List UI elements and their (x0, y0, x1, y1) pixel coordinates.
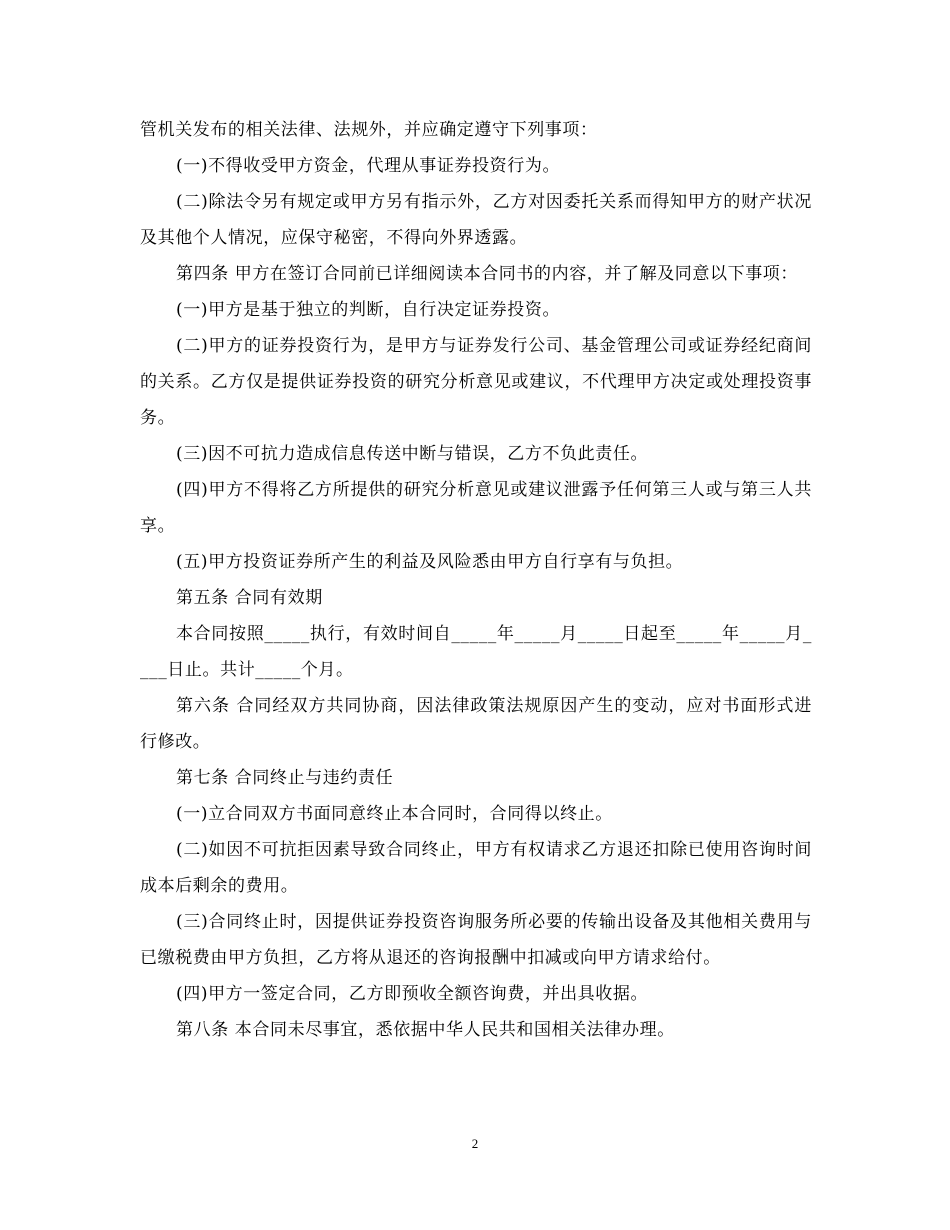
paragraph: (一)不得收受甲方资金，代理从事证券投资行为。 (176, 156, 561, 176)
article-heading: 第六条 合同经双方共同协商，因法律政策法规原因产生的变动，应对书面形式进行修改。 (140, 696, 812, 752)
paragraph: (一)甲方是基于独立的判断，自行决定证券投资。 (176, 300, 561, 320)
page-number: 2 (471, 1136, 479, 1151)
paragraph: (一)立合同双方书面同意终止本合同时，合同得以终止。 (176, 804, 613, 824)
paragraph: (四)甲方一签定合同，乙方即预收全额咨询费，并出具收据。 (176, 984, 649, 1004)
paragraph: 本合同按照_____执行，有效时间自_____年_____月_____日起至_____年_____月____日止。共计_____个月。 (140, 624, 812, 680)
article-heading: 第七条 合同终止与违约责任 (176, 768, 394, 788)
paragraph: (五)甲方投资证券所产生的利益及风险悉由甲方自行享有与负担。 (176, 552, 684, 572)
paragraph: (三)合同终止时，因提供证券投资咨询服务所必要的传输出设备及其他相关费用与已缴税费由甲方负担，乙方将从退还的咨询报酬中扣减或向甲方请求给付。 (140, 912, 812, 968)
article-heading: 第五条 合同有效期 (176, 588, 323, 608)
paragraph: (三)因不可抗力造成信息传送中断与错误，乙方不负此责任。 (176, 444, 649, 464)
paragraph: (二)除法令另有规定或甲方另有指示外，乙方对因委托关系而得知甲方的财产状况及其他个人情况，应保守秘密，不得向外界透露。 (140, 192, 812, 248)
paragraph: (二)甲方的证券投资行为，是甲方与证券发行公司、基金管理公司或证券经纪商间的关系。乙方仅是提供证券投资的研究分析意见或建议，不代理甲方决定或处理投资事务。 (140, 336, 812, 428)
article-heading: 第八条 本合同未尽事宜，悉依据中华人民共和国相关法律办理。 (176, 1020, 675, 1040)
article-heading: 第四条 甲方在签订合同前已详细阅读本合同书的内容，并了解及同意以下事项： (176, 264, 799, 284)
paragraph: (四)甲方不得将乙方所提供的研究分析意见或建议泄露予任何第三人或与第三人共享。 (140, 480, 812, 536)
document-body (140, 112, 812, 1048)
paragraph: 管机关发布的相关法律、法规外，并应确定遵守下列事项： (140, 120, 598, 140)
paragraph: (二)如因不可抗拒因素导致合同终止，甲方有权请求乙方退还扣除已使用咨询时间成本后剩余的费用。 (140, 840, 812, 896)
